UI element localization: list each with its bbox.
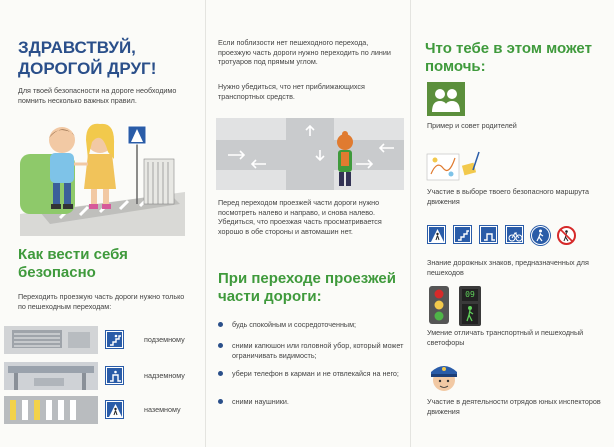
bullet-dot-icon	[218, 371, 223, 376]
crossing-rule-text: Переходить проезжую часть дороги нужно только по пешеходным переходам:	[18, 292, 185, 311]
column-left	[0, 0, 205, 447]
bullet-dot-icon	[218, 399, 223, 404]
rule-item-headphones: сними наушники.	[232, 397, 289, 406]
young-inspector-icon	[427, 360, 461, 394]
pedestrian-crossing-sign-icon	[428, 226, 445, 243]
crossing-label-overpass: надземному	[144, 371, 185, 380]
pedestrian-path-sign-icon	[531, 226, 550, 245]
column-right	[410, 0, 614, 447]
children-crossing-illustration	[20, 114, 185, 236]
column-middle	[205, 0, 410, 447]
bullet-dot-icon	[218, 322, 223, 327]
bicycle-path-sign-icon	[506, 226, 523, 243]
crossing-overpass-row	[4, 362, 204, 390]
safety-title-line2: безопасно	[18, 264, 96, 281]
look-both-ways-text: Перед переходом проезжей части дороги нужно посмотреть налево и направо, и снова налево. Убедиться, что проезжая часть просматривается хорошо в обе стороны и автомашин нет.	[218, 198, 382, 236]
pedestrian-light-countdown: 09	[462, 289, 478, 301]
crossing-rules-title-line1: При переходе проезжей	[218, 270, 396, 287]
underground-crossing-sign-icon	[454, 226, 471, 243]
help-item-parents: Пример и совет родителей	[427, 121, 517, 130]
parents-icon	[427, 82, 465, 116]
help-item-signs: Знание дорожных знаков, предназначенных для пешеходов	[427, 258, 589, 277]
underground-passage-image	[4, 326, 98, 354]
zebra-crossing-image	[4, 396, 98, 424]
help-item-route: Участие в выборе твоего безопасного маршрута движения	[427, 187, 590, 206]
rule-item-calm: будь спокойным и сосредоточенным;	[232, 320, 357, 329]
check-vehicles-text: Нужно убедиться, что нет приближающихся транспортных средств.	[218, 82, 365, 101]
intro-text: Для твоей безопасности на дороге необходимо помнить несколько важных правил.	[18, 86, 177, 105]
crossing-ground-row	[4, 396, 204, 424]
overpass-image	[4, 362, 98, 390]
help-title-line1: Что тебе в этом может	[425, 40, 592, 57]
pedestrian-crossing-sign-icon	[106, 401, 123, 418]
greeting-title-line1: ЗДРАВСТВУЙ,	[18, 38, 136, 57]
no-pedestrians-sign-icon	[557, 226, 576, 245]
route-map-drawing-icon	[425, 150, 487, 182]
crossing-label-underground: подземному	[144, 335, 185, 344]
greeting-title-line2: ДОРОГОЙ ДРУГ!	[18, 59, 157, 78]
overpass-crossing-sign-icon	[106, 367, 123, 384]
help-item-traffic-lights: Умение отличать транспортный и пешеходный светофоры	[427, 328, 584, 347]
rule-item-phone: убери телефон в карман и не отвлекайся на него;	[232, 369, 399, 378]
pedestrian-traffic-light-icon	[459, 286, 481, 326]
crossing-rules-title-line2: части дороги:	[218, 288, 322, 305]
help-title-line2: помочь:	[425, 58, 486, 75]
crossing-no-crosswalk-text: Если поблизости нет пешеходного перехода, проезжую часть дороги нужно переходить по линии тротуаров под прямым углом.	[218, 38, 391, 66]
crossing-underground-row	[4, 326, 204, 354]
safety-title-line1: Как вести себя	[18, 246, 128, 263]
bullet-dot-icon	[218, 343, 223, 348]
rule-item-hood: сними капюшон или головной убор, который может ограничивать видимость;	[232, 341, 404, 360]
crossing-label-ground: наземному	[144, 405, 181, 414]
underground-crossing-sign-icon	[106, 331, 123, 348]
intersection-crossing-image	[216, 118, 404, 190]
traffic-light-icon	[425, 284, 455, 326]
overpass-crossing-sign-icon	[480, 226, 497, 243]
help-item-inspectors: Участие в деятельности отрядов юных инспекторов движения	[427, 397, 601, 416]
